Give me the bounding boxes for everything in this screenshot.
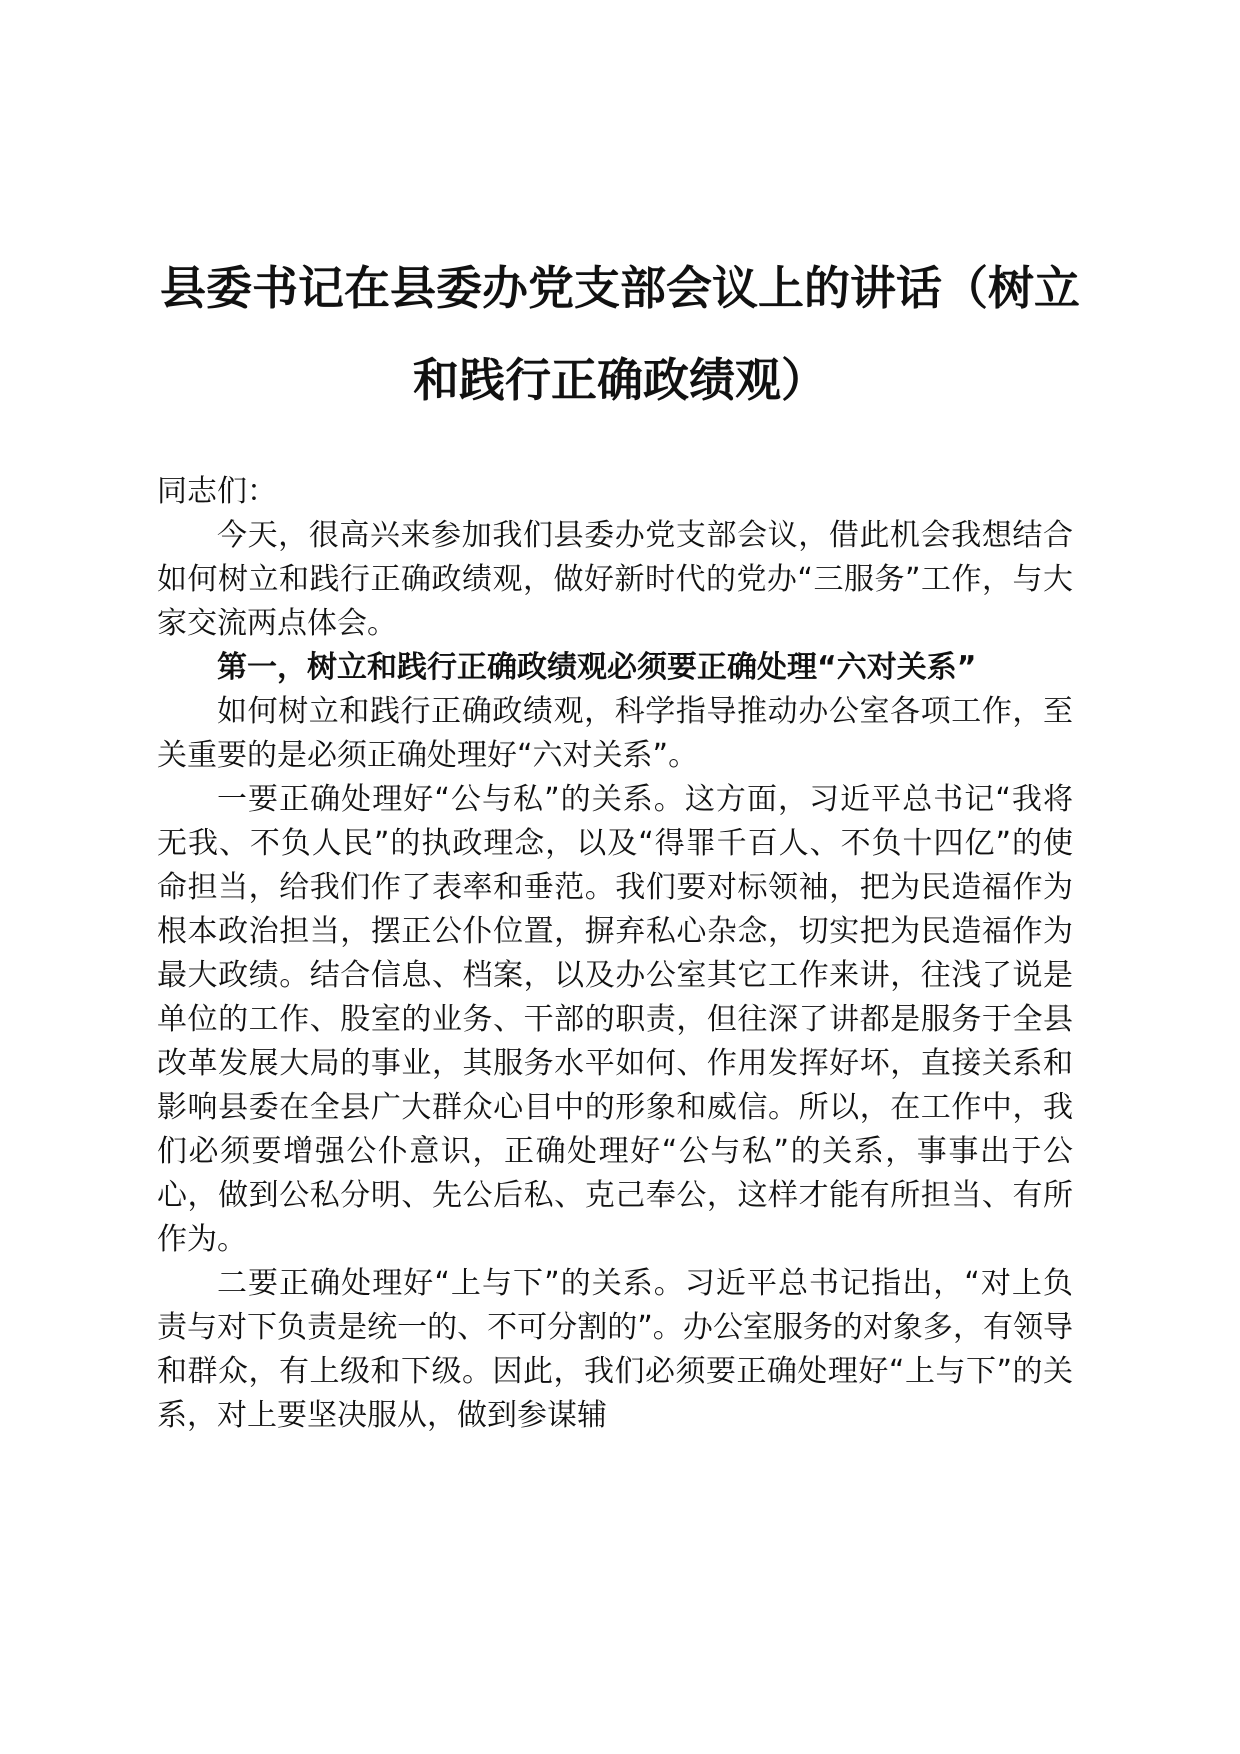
document-title bbox=[150, 242, 1090, 426]
paragraph-public-private: 一要正确处理好“公与私”的关系。这方面，习近平总书记“我将无我、不负人民”的执政理念，以及“得罪千百人、不负十四亿”的使命担当，给我们作了表率和垂范。我们要对标领袖，把为民造福作为根本政治担当，摆正公仆位置，摒弃私心杂念，切实把为民造福作为最大政绩。结合信息、档案，以及办公室其它工作来讲，往浅了说是单位的工作、股室的业务、干部的职责，但往深了讲都是服务于全县改革发展大局的事业，其服务水平如何、作用发挥好坏，直接关系和影响县委在全县广大群众心目中的形象和威信。所以，在工作中，我们必须要增强公仆意识，正确处理好“公与私”的关系，事事出于公心，做到公私分明、先公后私、克己奉公，这样才能有所担当、有所作为。 bbox=[157, 782, 1073, 1257]
title-line-2: 和践行正确政绩观） bbox=[413, 353, 827, 407]
document-body bbox=[157, 470, 1073, 1438]
paragraph-up-down: 二要正确处理好“上与下”的关系。习近平总书记指出，“对上负责与对下负责是统一的、不可分割的”。办公室服务的对象多，有领导和群众，有上级和下级。因此，我们必须要正确处理好“上与下”的关系，对上要坚决服从，做到参谋辅 bbox=[157, 1266, 1073, 1433]
paragraph-six-relations: 如何树立和践行正确政绩观，科学指导推动办公室各项工作，至关重要的是必须正确处理好“六对关系”。 bbox=[157, 694, 1073, 773]
section-heading-first: 第一，树立和践行正确政绩观必须要正确处理“六对关系” bbox=[217, 650, 977, 685]
title-line-1: 县委书记在县委办党支部会议上的讲话（树立 bbox=[160, 261, 1080, 315]
paragraph-intro: 今天，很高兴来参加我们县委办党支部会议，借此机会我想结合如何树立和践行正确政绩观，做好新时代的党办“三服务”工作，与大家交流两点体会。 bbox=[157, 518, 1073, 641]
salutation: 同志们： bbox=[157, 474, 277, 509]
